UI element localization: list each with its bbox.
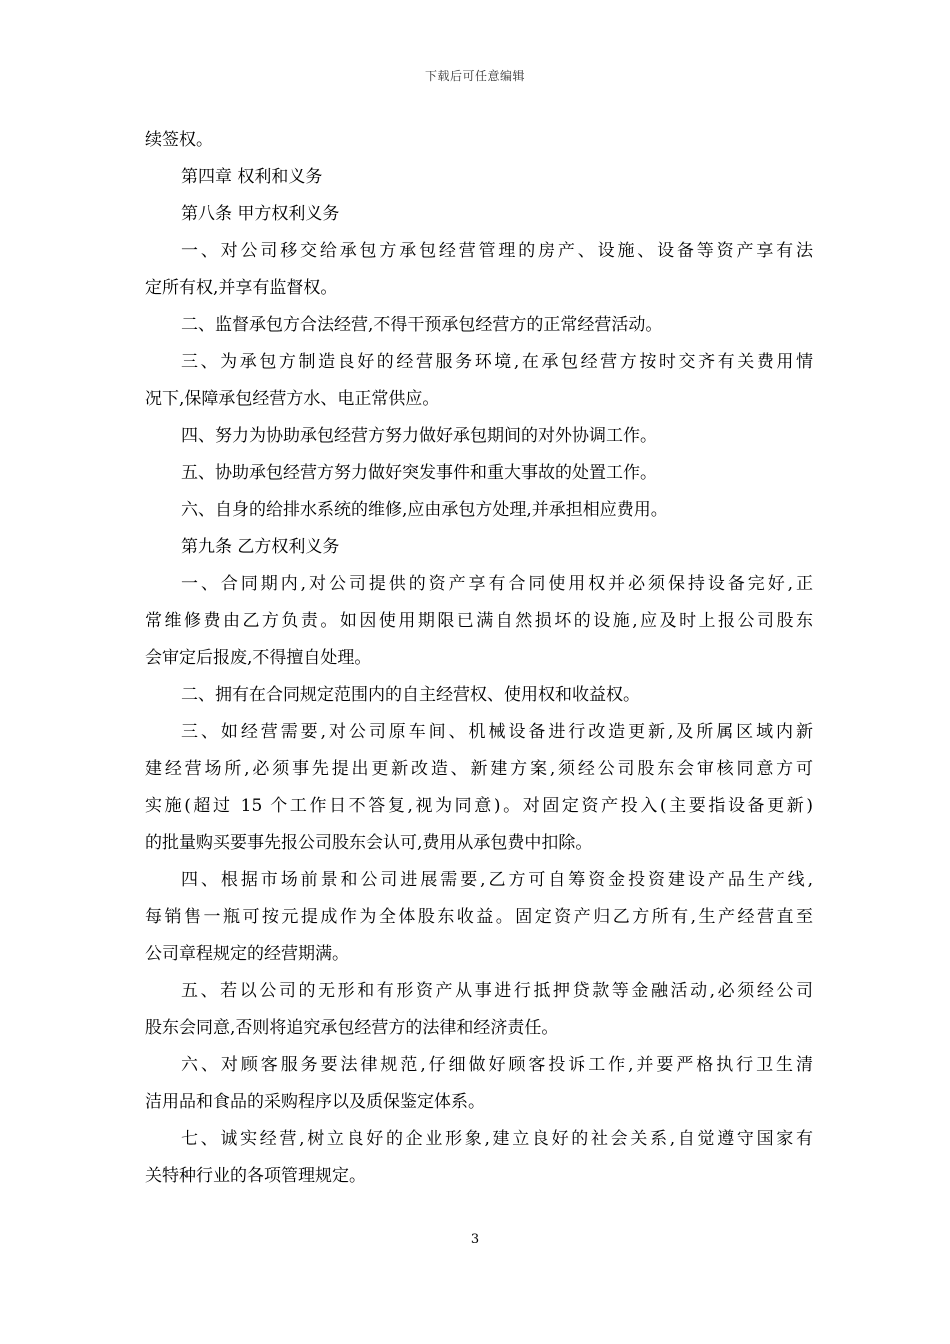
text-line: 二、监督承包方合法经营,不得干预承包经营方的正常经营活动。	[181, 315, 663, 335]
text-line: 一、对公司移交给承包方承包经营管理的房产、设施、设备等资产享有法	[181, 241, 813, 261]
text-line: 定所有权,并享有监督权。	[145, 278, 338, 298]
text-line: 公司章程规定的经营期满。	[145, 944, 349, 964]
text-line: 七、诚实经营,树立良好的企业形象,建立良好的社会关系,自觉遵守国家有	[181, 1129, 813, 1149]
text-line: 五、若以公司的无形和有形资产从事进行抵押贷款等金融活动,必须经公司	[181, 981, 813, 1001]
text-line: 六、自身的给排水系统的维修,应由承包方处理,并承担相应费用。	[181, 500, 668, 520]
text-line: 实施(超过 15 个工作日不答复,视为同意)。对固定资产投入(主要指设备更新)	[145, 796, 813, 816]
page-header-note: 下载后可任意编辑	[424, 69, 525, 83]
text-line: 洁用品和食品的采购程序以及质保鉴定体系。	[145, 1092, 485, 1112]
text-line: 六、对顾客服务要法律规范,仔细做好顾客投诉工作,并要严格执行卫生清	[181, 1055, 813, 1075]
text-line: 第九条 乙方权利义务	[181, 537, 340, 557]
text-line: 第八条 甲方权利义务	[181, 204, 340, 224]
text-line: 常维修费由乙方负责。如因使用期限已满自然损坏的设施,应及时上报公司股东	[145, 611, 813, 631]
text-line: 每销售一瓶可按元提成作为全体股东收益。固定资产归乙方所有,生产经营直至	[145, 907, 813, 927]
text-line: 况下,保障承包经营方水、电正常供应。	[145, 389, 440, 409]
text-line: 五、协助承包经营方努力做好突发事件和重大事故的处置工作。	[181, 463, 657, 483]
text-line: 续签权。	[145, 130, 213, 150]
contract-body-text	[145, 122, 813, 1195]
text-line: 二、拥有在合同规定范围内的自主经营权、使用权和收益权。	[181, 685, 640, 705]
text-line: 会审定后报废,不得擅自处理。	[145, 648, 372, 668]
text-line: 的批量购买要事先报公司股东会认可,费用从承包费中扣除。	[145, 833, 593, 853]
text-line: 股东会同意,否则将追究承包经营方的法律和经济责任。	[145, 1018, 559, 1038]
text-line: 第四章 权利和义务	[181, 167, 323, 187]
text-line: 三、如经营需要,对公司原车间、机械设备进行改造更新,及所属区域内新	[181, 722, 813, 742]
text-line: 建经营场所,必须事先提出更新改造、新建方案,须经公司股东会审核同意方可	[145, 759, 813, 779]
text-line: 三、为承包方制造良好的经营服务环境,在承包经营方按时交齐有关费用情	[181, 352, 813, 372]
text-line: 四、努力为协助承包经营方努力做好承包期间的对外协调工作。	[181, 426, 657, 446]
text-line: 关特种行业的各项管理规定。	[145, 1166, 366, 1186]
text-line: 一、合同期内,对公司提供的资产享有合同使用权并必须保持设备完好,正	[181, 574, 813, 594]
text-line: 四、根据市场前景和公司进展需要,乙方可自筹资金投资建设产品生产线,	[181, 870, 813, 890]
page-number: 3	[470, 1232, 480, 1247]
